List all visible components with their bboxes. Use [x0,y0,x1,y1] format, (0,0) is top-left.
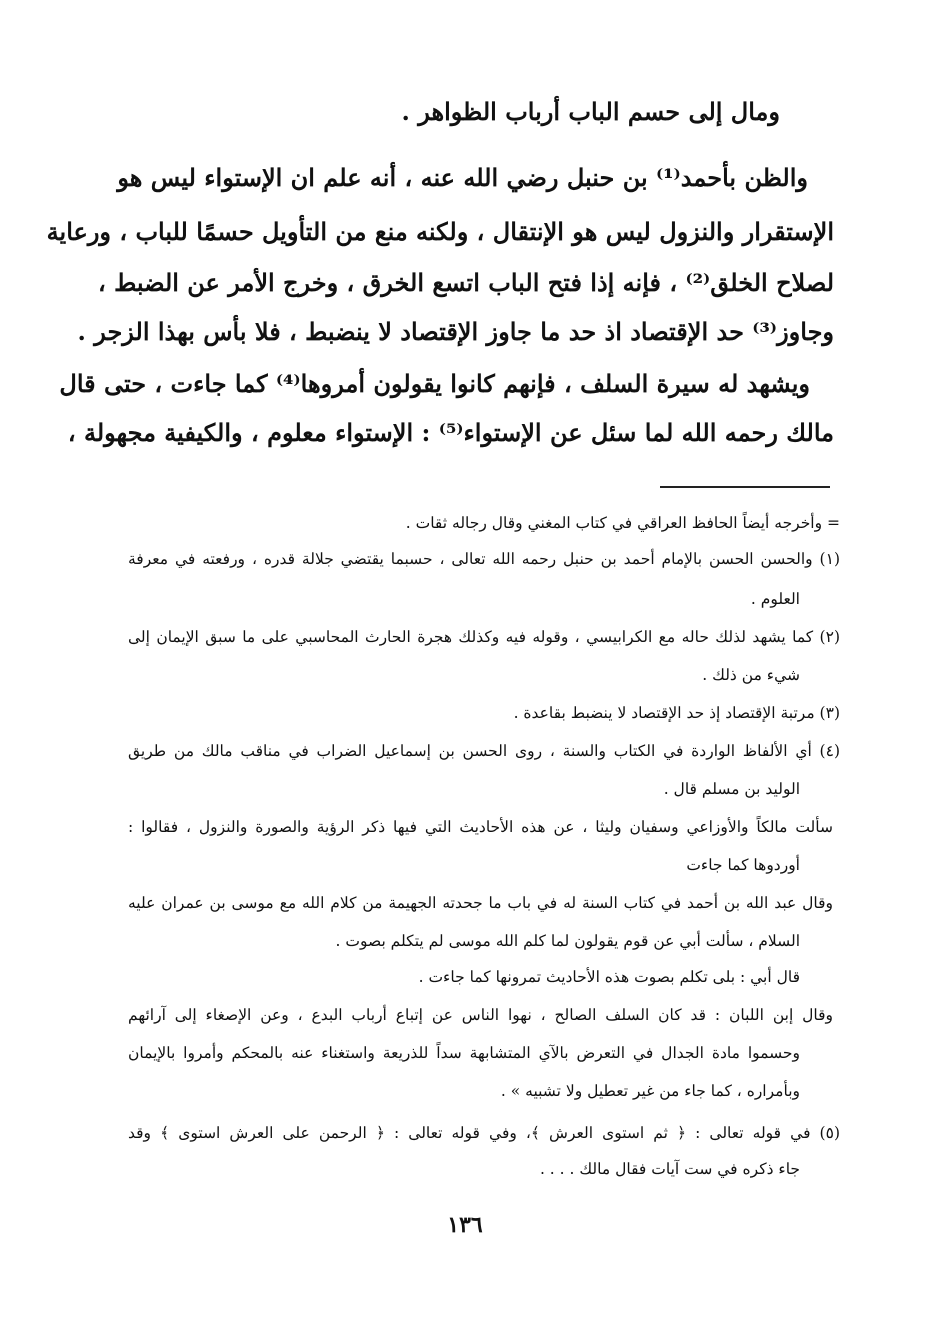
main-text-line: مالك رحمه الله لما سئل عن الإستواء⁽⁵⁾ : الإستواء معلوم ، والكيفية مجهولة ، [67,418,834,447]
footnote-line: سألت مالكاً والأوزاعي وسفيان وليثا ، عن هذه الأحاديث التي فيها ذكر الرؤية والصورة والنزول ، فقالوا : [128,818,833,836]
page-number: ١٣٦ [447,1212,483,1238]
footnote-line: أوردوها كما جاءت [686,856,800,874]
main-text-line: والظن بأحمد⁽¹⁾ بن حنبل رضي الله عنه ، أنه علم ان الإستواء ليس هو [117,163,808,192]
footnote-line: قال أبي : بلى تكلم بصوت هذه الأحاديث تمرونها كما جاءت . [418,968,800,986]
footnote-line: العلوم . [750,590,800,608]
footnote-line: شيء من ذلك . [702,666,800,684]
footnote-divider [660,486,830,488]
footnote-line: وقال عبد الله بن أحمد في كتاب السنة له في باب ما جحدته الجهيمة من كلام الله مع موسى بن عمران عليه [128,894,833,912]
footnote-line: السلام ، سألت أبي عن قوم يقولون لما كلم الله موسى لم يتكلم بصوت . [335,932,800,950]
footnote-line: وبأمراره ، كما جاء من غير تعطيل ولا تشبيه » . [500,1082,800,1100]
footnote-line: وقال إبن اللبان : قد كان السلف الصالح ، نهوا الناس عن إتباع أرباب البدع ، وعن الإصغاء إلى آرائهم [128,1006,833,1024]
footnote-3: (٣) مرتبة الإقتصاد إذ حد الإقتصاد لا ينضبط بقاعدة . [513,704,840,722]
footnote-line: جاء ذكره في ست آيات فقال مالك . . . . [539,1160,800,1178]
footnote-4: (٤) أي الألفاظ الواردة في الكتاب والسنة ، روى الحسن بن إسماعيل الضراب في مناقب مالك من طريق [128,742,840,760]
footnote-2: (٢) كما يشهد لذلك حاله مع الكرابيسي ، وقوله فيه وكذلك هجرة الحارث المحاسبي على ما سبق الإيمان إلى [128,628,840,646]
footnote-line: = وأخرجه أيضاً الحافظ العراقي في كتاب المغني وقال رجاله ثقات . [405,514,840,532]
main-text-line: الإستقرار والنزول ليس هو الإنتقال ، ولكنه منع من التأويل حسمًا للباب ، ورعاية [46,217,834,246]
footnote-line: الوليد بن مسلم قال . [663,780,800,798]
main-text-line: ومال إلى حسم الباب أرباب الظواهر . [401,97,780,126]
footnote-1: (١) والحسن الحسن بالإمام أحمد بن حنبل رحمه الله تعالى ، حسبما يقتضي جلالة قدره ، ورفعته في معرفة [128,550,840,568]
main-text-line: لصلاح الخلق⁽²⁾ ، فإنه إذا فتح الباب اتسع الخرق ، وخرج الأمر عن الضبط ، [98,268,834,297]
main-text-line: ويشهد له سيرة السلف ، فإنهم كانوا يقولون أمروها⁽⁴⁾ كما جاءت ، حتى قال [59,369,810,398]
main-text-line: وجاوز⁽³⁾ حد الإقتصاد اذ حد ما جاوز الإقتصاد لا ينضبط ، فلا بأس بهذا الزجر . [77,317,834,346]
footnote-line: وحسموا مادة الجدال في التعرض بالآي المتشابهة سداً للذريعة واستغناء عنه بالمحكم وأمروا بالإيمان [128,1044,800,1062]
footnote-5: (٥) في قوله تعالى : ﴿ ثم استوى العرش ﴾، وفي قوله تعالى : ﴿ الرحمن على العرش استوى ﴾ وقد [128,1124,840,1142]
